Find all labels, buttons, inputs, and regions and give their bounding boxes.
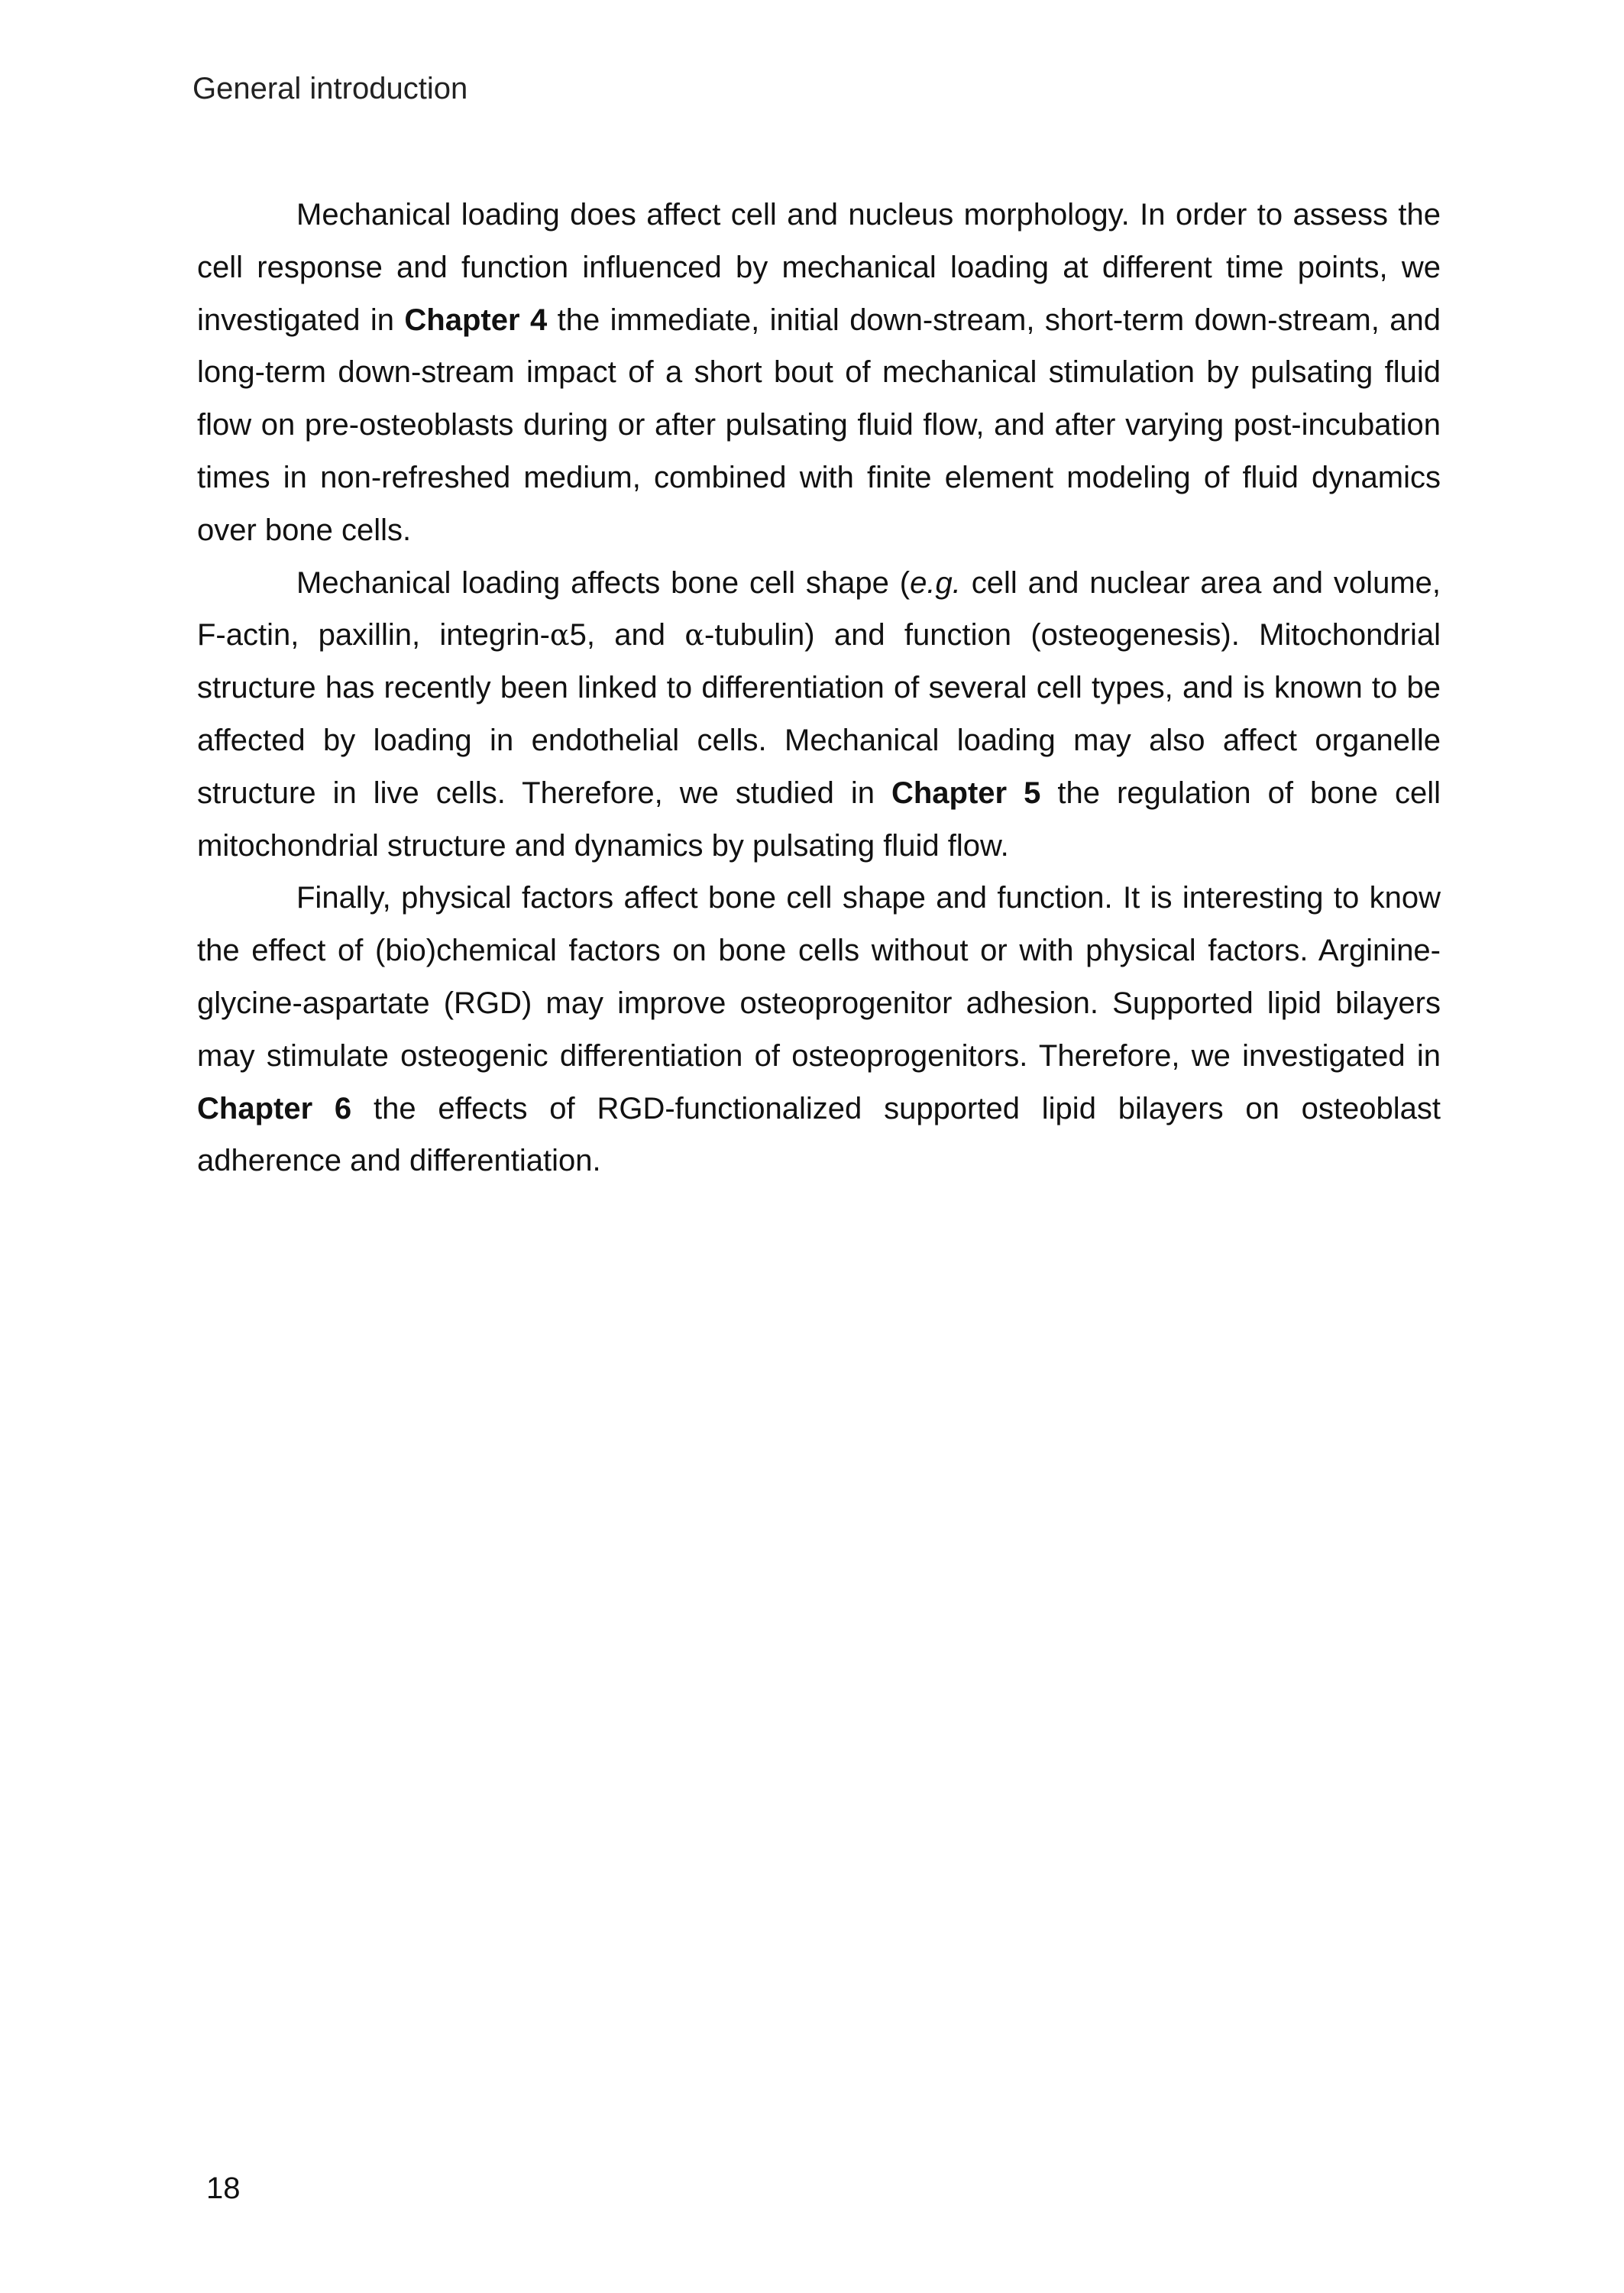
page-number: 18 [206, 2172, 241, 2205]
paragraph-text: the regulation of bone cell mitochondrial structure and dynamics by pulsating fluid flow. [197, 776, 1441, 863]
paragraph-text: the effects of RGD-functionalized supported lipid bilayers on osteoblast adherence and differentiation. [197, 1091, 1441, 1178]
paragraph-text: the immediate, initial down-stream, short-term down-stream, and long-term down-stream impact of a short bout of mechanical stimulation by pulsating fluid flow on pre-osteoblasts during or after pulsating fluid flow, and after varying post-incubation times in non-refreshed medium, combined with finite element modeling of fluid dynamics over bone cells. [197, 303, 1441, 547]
chapter-reference: Chapter 4 [404, 303, 548, 337]
alpha-symbol: α [684, 618, 705, 653]
running-header: General introduction [192, 72, 468, 105]
paragraph-chapter-5 [197, 557, 1441, 873]
body-text [197, 189, 1441, 1187]
chapter-reference: Chapter 6 [197, 1091, 352, 1125]
paragraph-text: Mechanical loading affects bone cell shape ( [296, 565, 911, 600]
paragraph-text: Mechanical loading does affect cell and nucleus morphology. In order to assess the cell response and function influenced by mechanical loading at different time points, we investigated in [197, 198, 1441, 337]
paragraph-text: Finally, physical factors affect bone cell shape and function. It is interesting to know the effect of (bio)chemical factors on bone cells without or with physical factors. Arginine-glycine-aspartate (RGD) may improve osteoprogenitor adhesion. Supported lipid bilayers may stimulate osteogenic differentiation of osteoprogenitors. Therefore, we investigated in [197, 881, 1441, 1073]
paragraph-text: -tubulin) and function (osteogenesis). Mitochondrial structure has recently been linked to differentiation of several cell types, and is known to be affected by loading in endothelial cells. Mechanical loading may also affect organelle structure in live cells. Therefore, we studied in [197, 618, 1441, 810]
alpha-symbol: α [549, 618, 570, 653]
paragraph-text: cell and nuclear area and volume, F-actin, paxillin, integrin- [197, 565, 1441, 653]
chapter-reference: Chapter 5 [891, 776, 1041, 810]
abbreviation-eg: e.g. [910, 565, 961, 600]
paragraph-chapter-4 [197, 189, 1441, 557]
paragraph-chapter-6 [197, 872, 1441, 1187]
paragraph-text: 5, and [569, 618, 685, 653]
